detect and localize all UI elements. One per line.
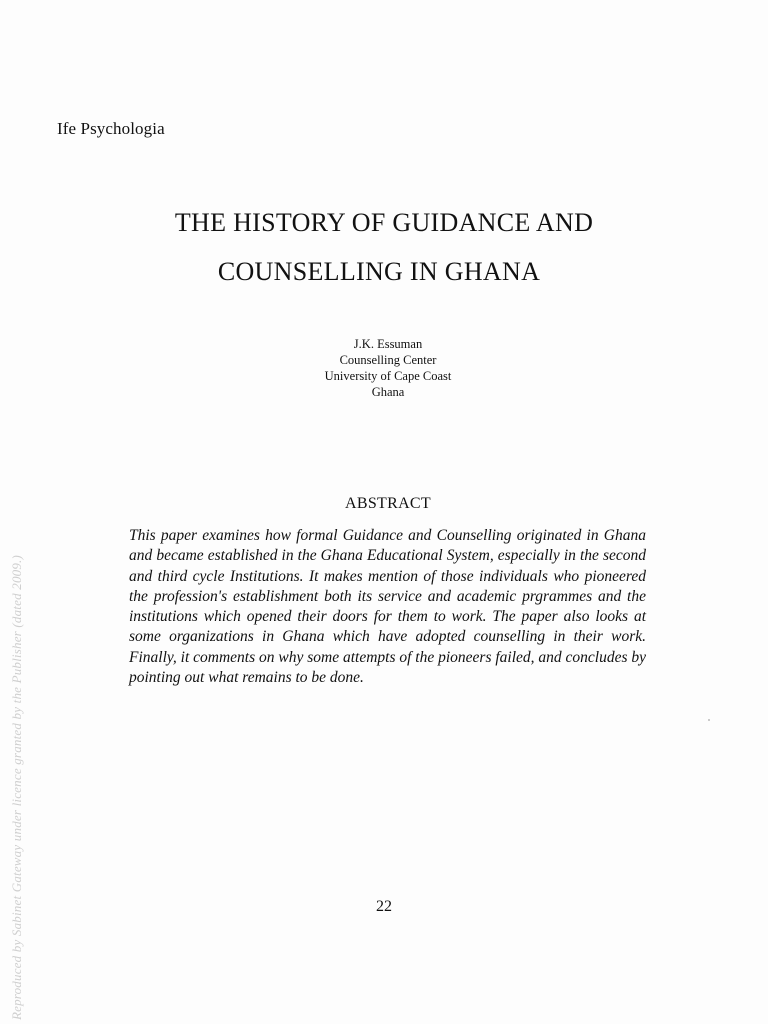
- scan-speck: [708, 719, 710, 721]
- author-block: [0, 336, 768, 400]
- abstract-text: This paper examines how formal Guidance and Counselling originated in Ghana and became established in the Ghana Educational System, especially in the second and third cycle Institutions. It makes mention of those individuals who pioneered the profession's establishment both its service and academic prgrammes and the institutions which opened their doors for them to work. The paper also looks at some organizations in Ghana which have adopted counselling in their work. Finally, it comments on why some attempts of the pioneers failed, and concludes by pointing out what remains to be done.: [129, 527, 647, 687]
- author-institution: University of Cape Coast: [324, 369, 452, 383]
- author-country: Ghana: [371, 385, 405, 399]
- journal-name: Ife Psychologia: [57, 119, 165, 138]
- abstract-heading: ABSTRACT: [345, 495, 431, 512]
- page-number: 22: [376, 898, 392, 915]
- article-title-line-2: COUNSELLING IN GHANA: [217, 257, 541, 286]
- author-department: Counselling Center: [339, 353, 437, 367]
- article-title-line-1: THE HISTORY OF GUIDANCE AND: [174, 208, 594, 237]
- watermark: Reproduced by Sabinet Gateway under licence granted by the Publisher (dated 2009.): [9, 554, 24, 1020]
- author-name: J.K. Essuman: [353, 337, 423, 351]
